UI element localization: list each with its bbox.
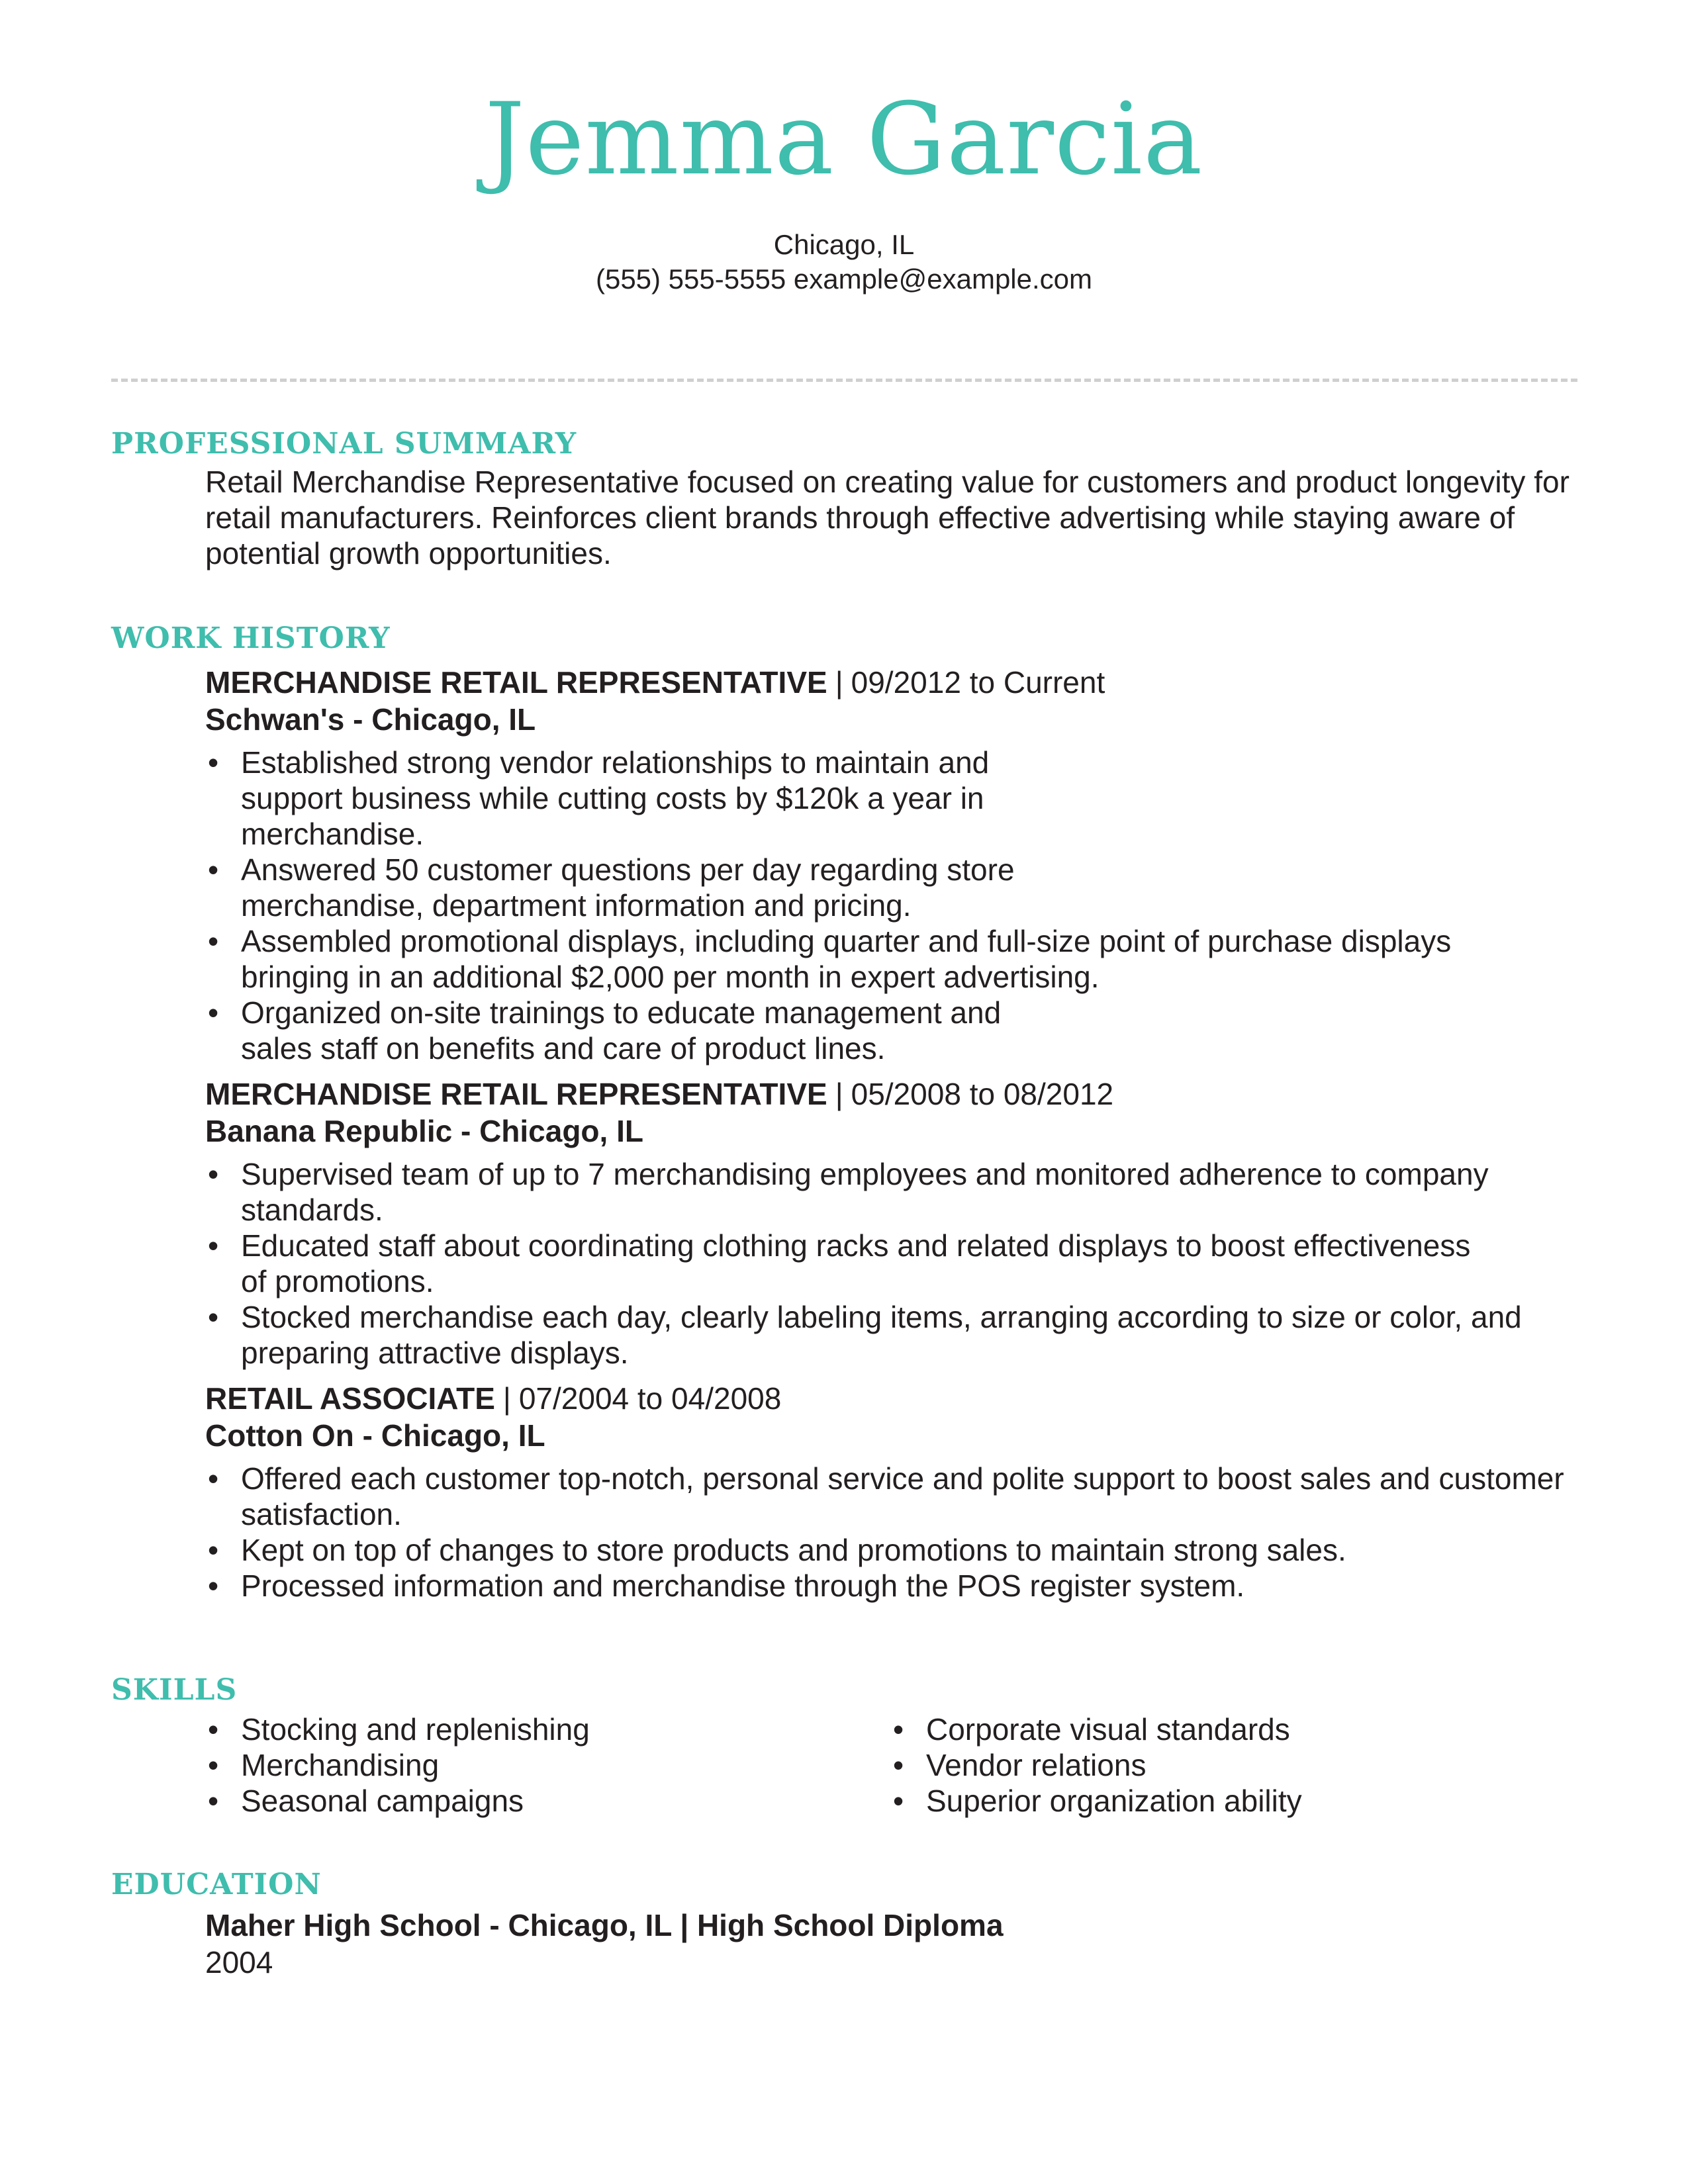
job-company: Banana Republic - Chicago, IL <box>205 1114 643 1148</box>
bullet-text: Stocked merchandise each day, clearly labeling items, arranging according to size or color, and preparing attractive displays. <box>241 1300 1522 1370</box>
list-item: • Corporate visual standards <box>890 1711 1575 1747</box>
job-dates: 09/2012 to Current <box>851 665 1105 700</box>
summary-title: PROFESSIONAL SUMMARY <box>111 427 577 461</box>
list-item: • Stocking and replenishing <box>205 1711 890 1747</box>
job-dates: 07/2004 to 04/2008 <box>518 1381 782 1416</box>
work-history-section <box>111 620 1581 1604</box>
list-item <box>205 852 1581 923</box>
skills-title: SKILLS <box>111 1673 238 1707</box>
header-divider <box>111 379 1577 382</box>
summary-section <box>111 426 1581 571</box>
list-item: • Merchandising <box>205 1747 890 1783</box>
phone-email: (555) 555-5555 example@example.com <box>595 263 1093 295</box>
location: Chicago, IL <box>773 229 915 260</box>
job-title: RETAIL ASSOCIATE <box>205 1381 495 1416</box>
education-year: 2004 <box>205 1945 273 1979</box>
job-bullets <box>205 745 1581 1066</box>
list-item: • Seasonal campaigns <box>205 1783 890 1819</box>
list-item <box>205 745 1581 852</box>
bullet-text: Assembled promotional displays, including quarter and full-size point of purchase displays bringing in an additional $2,000 per month in expert advertising. <box>241 924 1452 994</box>
resume-header <box>0 0 1688 296</box>
job-heading <box>205 664 1581 701</box>
list-item <box>205 1299 1581 1371</box>
work-history-body <box>205 664 1581 1604</box>
list-item <box>205 923 1581 995</box>
job-entry <box>205 664 1581 1066</box>
bullet-text: Supervised team of up to 7 merchandising employees and monitored adherence to company standards. <box>241 1157 1489 1227</box>
job-bullets <box>205 1461 1581 1604</box>
skills-section <box>111 1672 1581 1819</box>
job-entry <box>205 1380 1581 1604</box>
education-section <box>111 1866 1581 1980</box>
bullet-text: Organized on-site trainings to educate management and sales staff on benefits and care of product lines. <box>241 995 1002 1066</box>
job-separator: | <box>835 1077 843 1111</box>
skills-body <box>205 1711 1581 1819</box>
candidate-name: Jemma Garcia <box>485 82 1203 197</box>
bullet-text: Established strong vendor relationships to maintain and support business while cutting costs by $120k a year in merchandise. <box>241 745 990 851</box>
education-body <box>205 1906 1581 1980</box>
summary-body <box>205 464 1581 571</box>
summary-text: Retail Merchandise Representative focused on creating value for customers and product longevity for retail manufacturers. Reinforces client brands through effective advertising while staying aware of potential growth opportunities. <box>205 465 1570 570</box>
list-item: • Superior organization ability <box>890 1783 1575 1819</box>
bullet-text: Processed information and merchandise through the POS register system. <box>241 1569 1245 1603</box>
job-title: MERCHANDISE RETAIL REPRESENTATIVE <box>205 665 827 700</box>
list-item <box>205 1461 1581 1532</box>
bullet-text: Answered 50 customer questions per day regarding store merchandise, department information and pricing. <box>241 852 1015 923</box>
job-separator: | <box>502 1381 511 1416</box>
work-history-title: WORK HISTORY <box>111 621 391 655</box>
job-heading <box>205 1075 1581 1113</box>
list-item <box>205 1156 1581 1228</box>
bullet-text: Kept on top of changes to store products and promotions to maintain strong sales. <box>241 1533 1346 1567</box>
list-item <box>205 995 1581 1066</box>
job-entry <box>205 1075 1581 1371</box>
skills-right-list <box>890 1711 1575 1819</box>
job-separator: | <box>835 665 843 700</box>
education-school: Maher High School - Chicago, IL | High School Diploma <box>205 1908 1004 1942</box>
skills-columns <box>205 1711 1581 1819</box>
job-heading <box>205 1380 1581 1417</box>
list-item: • Vendor relations <box>890 1747 1575 1783</box>
list-item <box>205 1228 1581 1299</box>
list-item <box>205 1568 1581 1604</box>
bullet-text: Educated staff about coordinating clothing racks and related displays to boost effectiveness of promotions. <box>241 1228 1471 1298</box>
job-company: Schwan's - Chicago, IL <box>205 702 536 737</box>
job-title: MERCHANDISE RETAIL REPRESENTATIVE <box>205 1077 827 1111</box>
education-title: EDUCATION <box>111 1868 322 1901</box>
skills-left-list <box>205 1711 890 1819</box>
job-company: Cotton On - Chicago, IL <box>205 1418 545 1453</box>
job-dates: 05/2008 to 08/2012 <box>851 1077 1114 1111</box>
job-bullets <box>205 1156 1581 1371</box>
contact-info <box>0 228 1688 296</box>
list-item <box>205 1532 1581 1568</box>
bullet-text: Offered each customer top-notch, personal service and polite support to boost sales and customer satisfaction. <box>241 1461 1564 1531</box>
